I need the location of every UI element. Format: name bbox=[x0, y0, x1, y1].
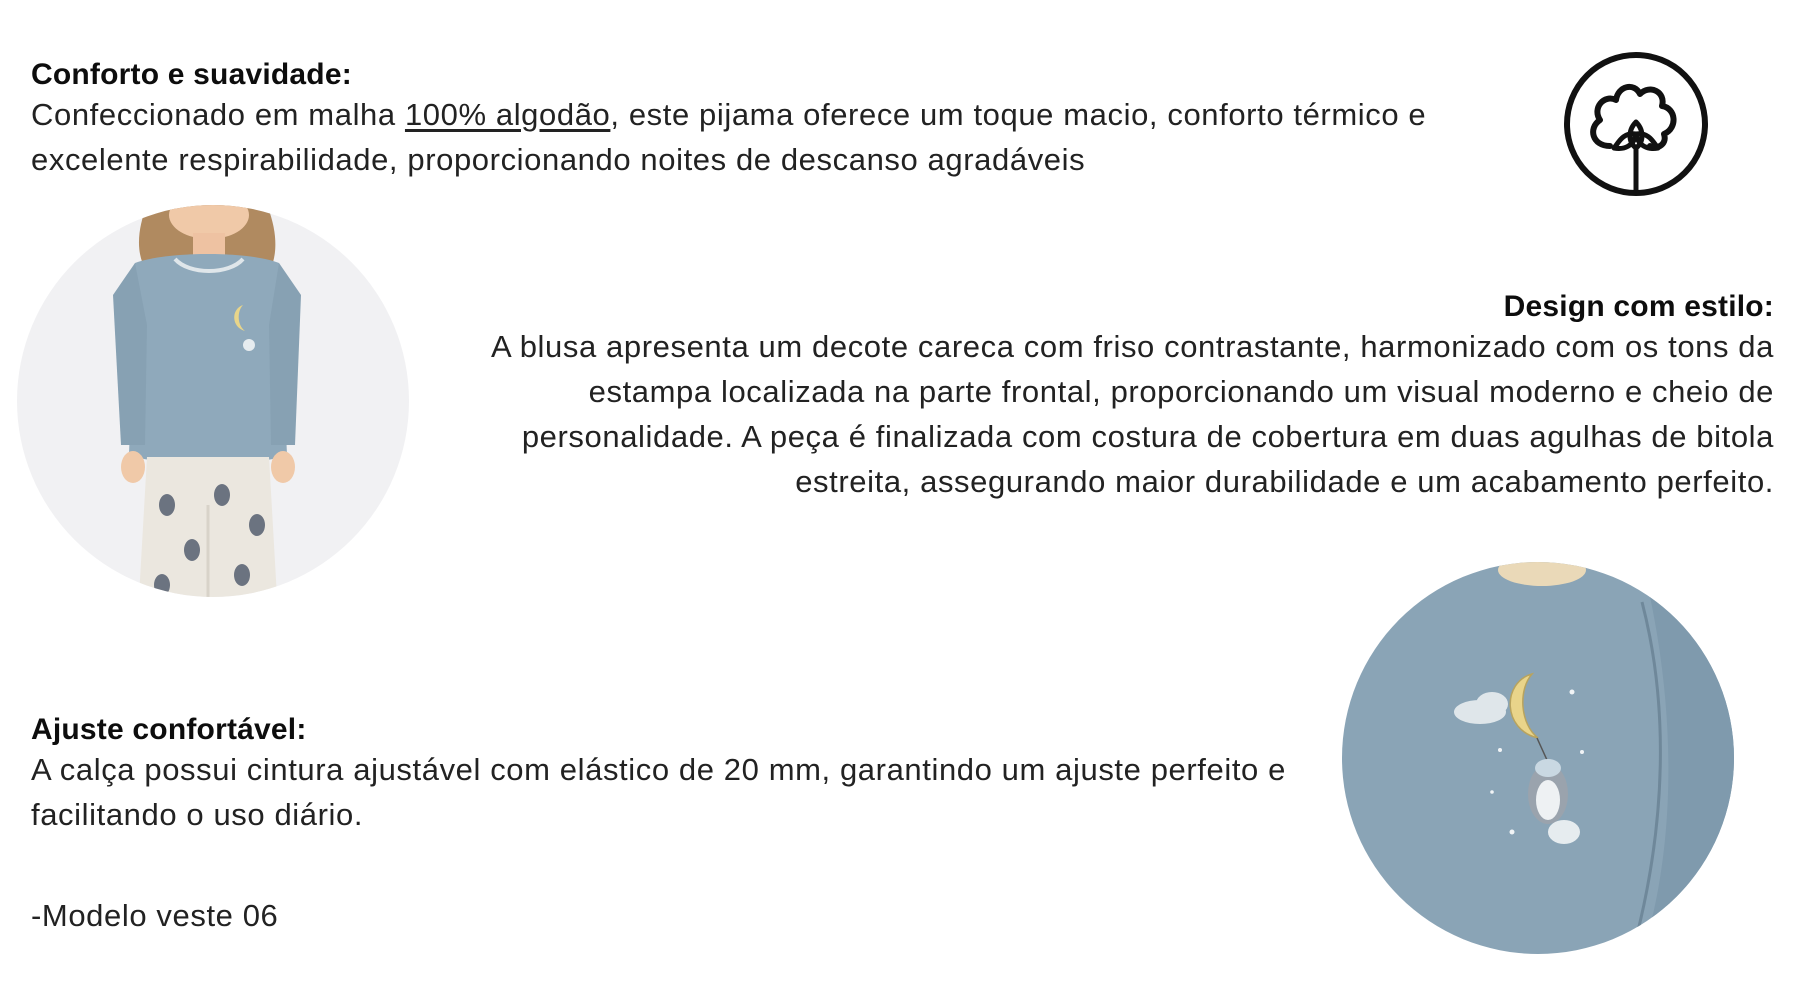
heading-design: Design com estilo: bbox=[1503, 290, 1774, 323]
product-photo-child bbox=[17, 205, 409, 597]
product-photo-print-closeup bbox=[1342, 562, 1734, 954]
text-ajuste: A calça possui cintura ajustável com elástico de 20 mm, garantindo um ajuste perfeito e facilitando o uso diário. bbox=[31, 752, 1286, 832]
model-size-note: -Modelo veste 06 bbox=[31, 898, 279, 933]
heading-ajuste: Ajuste confortável: bbox=[31, 713, 307, 746]
text-design: A blusa apresenta um decote careca com friso contrastante, harmonizado com os tons da estampa localizada na parte frontal, proporcionando um visual moderno e cheio de personalidade. A peça é finalizada com costura de cobertura em duas agulhas de bitola estreita, assegurando maior durabilidade e um acabamento perfeito. bbox=[490, 329, 1774, 499]
section-conforto bbox=[31, 58, 1511, 182]
section-design bbox=[420, 290, 1774, 504]
cotton-flower-icon bbox=[1562, 50, 1710, 198]
section-ajuste bbox=[31, 713, 1381, 837]
text-conforto bbox=[31, 92, 1511, 182]
text-conforto-part1: Confeccionado em malha bbox=[31, 97, 405, 132]
heading-conforto: Conforto e suavidade: bbox=[31, 58, 352, 91]
text-conforto-part2: , este pijama oferece um toque macio, conforto térmico e excelente respirabilidade, proporcionando noites de descanso agradáveis bbox=[31, 97, 1427, 177]
cotton-percentage-text: 100% algodão bbox=[404, 97, 611, 132]
